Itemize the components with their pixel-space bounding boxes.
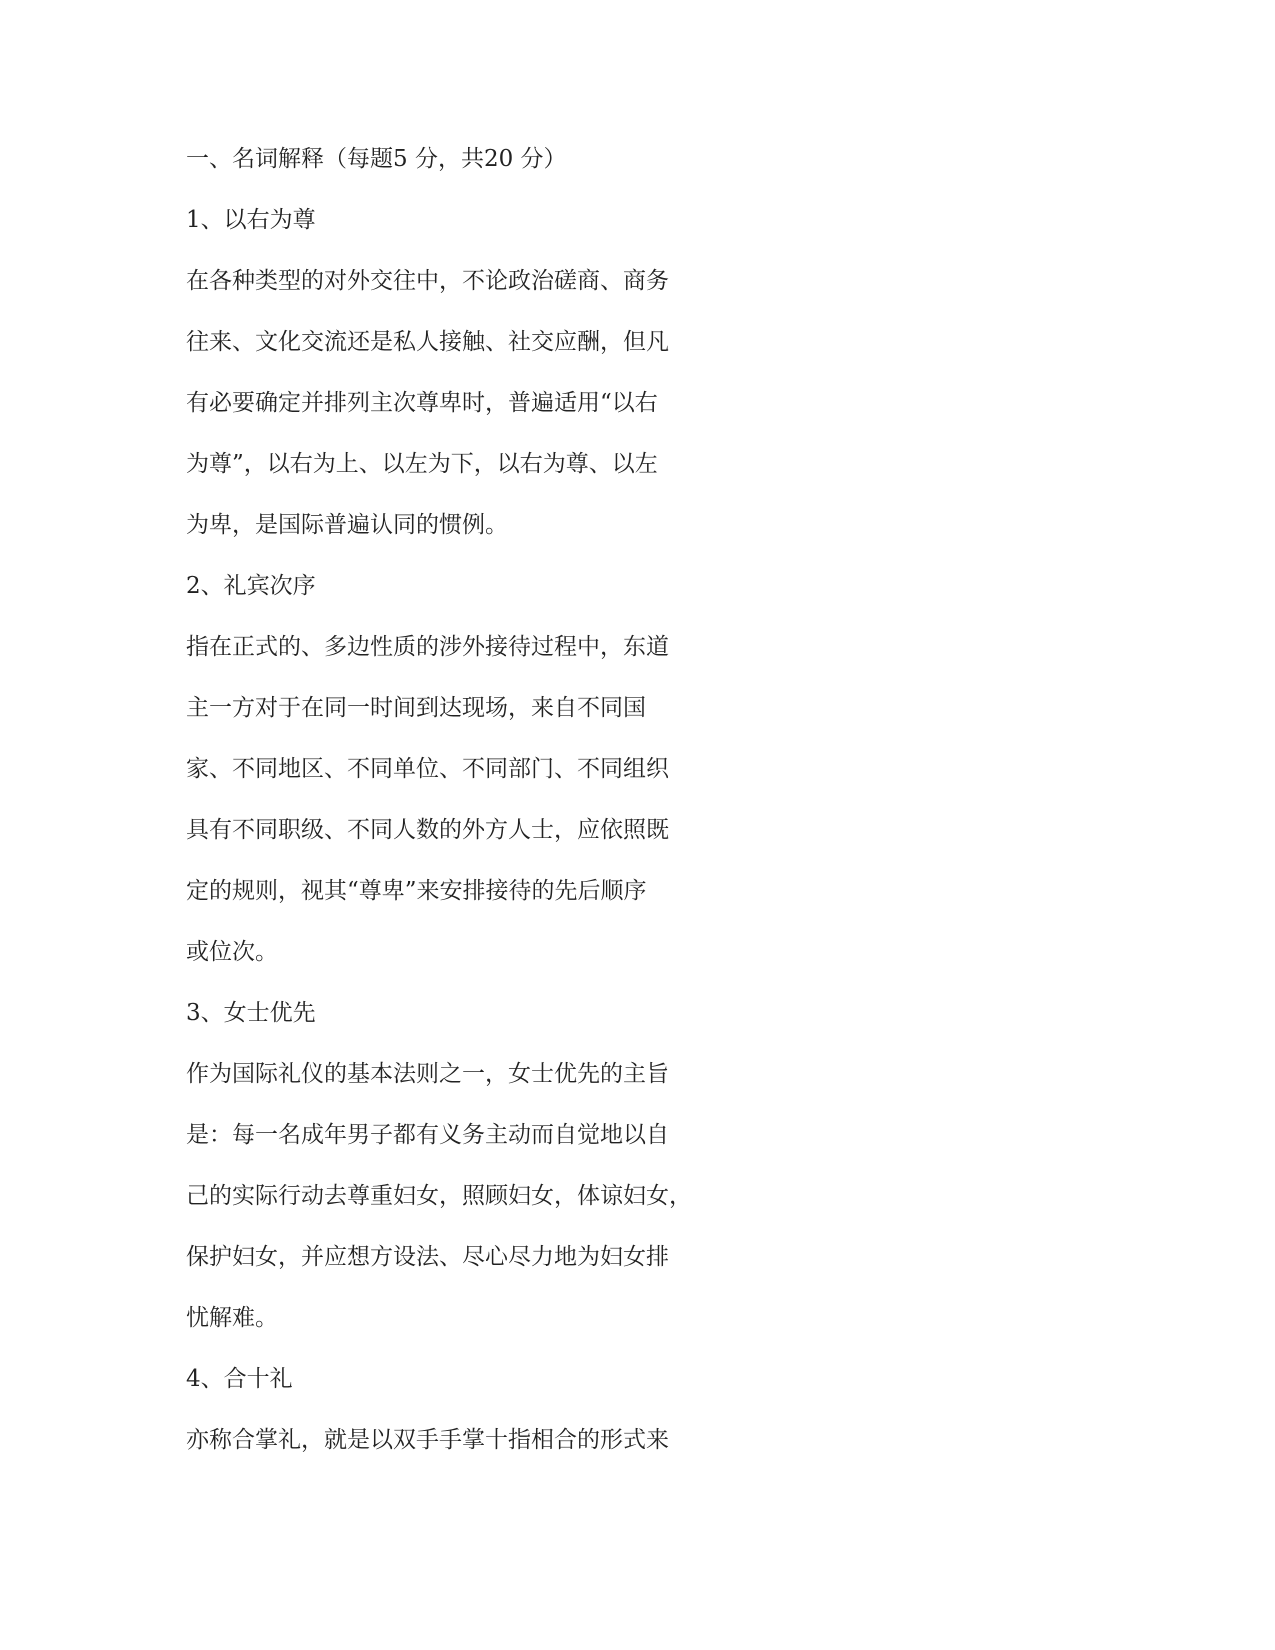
text-line: 往来、文化交流还是私人接触、社交应酬，但凡 (186, 329, 669, 355)
text-line: 或位次。 (186, 939, 278, 965)
text-line: 亦称合掌礼，就是以双手手掌十指相合的形式来 (186, 1427, 669, 1453)
term-heading-3: 3、女士优先 (186, 1000, 316, 1026)
text-line: 己的实际行动去尊重妇女，照顾妇女，体谅妇女， (186, 1183, 692, 1209)
text-line: 主一方对于在同一时间到达现场，来自不同国 (186, 695, 646, 721)
text-line: 具有不同职级、不同人数的外方人士，应依照既 (186, 817, 669, 843)
document-body (186, 144, 746, 1486)
text-line: 指在正式的、多边性质的涉外接待过程中，东道 (186, 634, 669, 660)
text-line: 在各种类型的对外交往中，不论政治磋商、商务 (186, 268, 669, 294)
text-line: 作为国际礼仪的基本法则之一，女士优先的主旨 (186, 1061, 669, 1087)
term-heading-2: 2、礼宾次序 (186, 573, 316, 599)
text-line: 有必要确定并排列主次尊卑时，普遍适用“以右 (186, 390, 658, 416)
text-line: 定的规则，视其“尊卑”来安排接待的先后顺序 (186, 878, 647, 904)
section-heading: 一、名词解释（每题5 分，共20 分） (186, 146, 567, 172)
text-line: 是：每一名成年男子都有义务主动而自觉地以自 (186, 1122, 669, 1148)
text-line: 家、不同地区、不同单位、不同部门、不同组织 (186, 756, 669, 782)
term-heading-1: 1、以右为尊 (186, 207, 316, 233)
text-line: 保护妇女，并应想方设法、尽心尽力地为妇女排 (186, 1244, 669, 1270)
text-line: 为尊”，以右为上、以左为下，以右为尊、以左 (186, 451, 658, 477)
term-heading-4: 4、合十礼 (186, 1366, 293, 1392)
text-line: 为卑，是国际普遍认同的惯例。 (186, 512, 508, 538)
text-line: 忧解难。 (186, 1305, 278, 1331)
